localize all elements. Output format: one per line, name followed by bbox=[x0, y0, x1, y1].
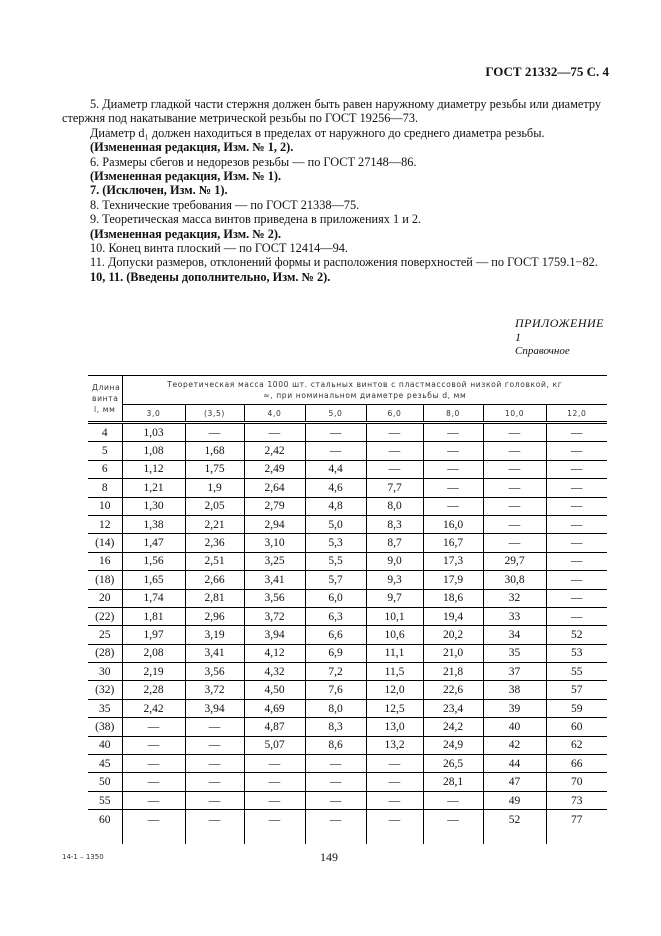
mass-cell: 3,41 bbox=[244, 571, 305, 589]
mass-cell: 10,1 bbox=[366, 607, 423, 625]
mass-cell: 17,9 bbox=[423, 571, 483, 589]
mass-cell: 77 bbox=[546, 810, 607, 845]
paragraph: (Измененная редакция, Изм. № 1). bbox=[90, 169, 282, 184]
mass-cell: 21,0 bbox=[423, 644, 483, 662]
mass-cell: — bbox=[185, 423, 244, 442]
table-row bbox=[88, 755, 607, 773]
mass-cell: — bbox=[305, 791, 366, 809]
mass-cell: — bbox=[244, 810, 305, 845]
mass-cell: 2,79 bbox=[244, 497, 305, 515]
length-cell: (28) bbox=[88, 644, 122, 662]
diameter-header: 10,0 bbox=[483, 405, 546, 423]
mass-cell: 12,0 bbox=[366, 681, 423, 699]
length-cell: 50 bbox=[88, 773, 122, 791]
mass-cell: 1,08 bbox=[122, 442, 185, 460]
mass-cell: 2,19 bbox=[122, 663, 185, 681]
length-cell: (32) bbox=[88, 681, 122, 699]
mass-cell: 2,96 bbox=[185, 607, 244, 625]
mass-cell: — bbox=[423, 460, 483, 478]
mass-cell: 10,6 bbox=[366, 626, 423, 644]
table-row bbox=[88, 423, 607, 442]
mass-cell: 5,7 bbox=[305, 571, 366, 589]
mass-cell: — bbox=[244, 423, 305, 442]
paragraph: 9. Теоретическая масса винтов приведена в приложениях 1 и 2. bbox=[90, 212, 422, 227]
diameter-header: 5,0 bbox=[305, 405, 366, 423]
mass-cell: 11,5 bbox=[366, 663, 423, 681]
mass-cell: — bbox=[366, 810, 423, 845]
mass-cell: 2,42 bbox=[122, 699, 185, 717]
mass-cell: — bbox=[546, 442, 607, 460]
table-row bbox=[88, 479, 607, 497]
mass-cell: 5,07 bbox=[244, 736, 305, 754]
diameter-header: 3,0 bbox=[122, 405, 185, 423]
mass-cell: 4,87 bbox=[244, 718, 305, 736]
mass-cell: 4,32 bbox=[244, 663, 305, 681]
mass-cell: — bbox=[483, 515, 546, 533]
mass-cell: 29,7 bbox=[483, 552, 546, 570]
paragraph: 11. Допуски размеров, отклонений формы и расположения поверхностей — по ГОСТ 1759.1−82. bbox=[90, 255, 598, 270]
mass-cell: 3,94 bbox=[244, 626, 305, 644]
paragraph: 5. Диаметр гладкой части стержня должен быть равен наружному диаметру резьбы или диаметру стержня под накатывание метрической резьбы по ГОСТ 19256—73. bbox=[62, 97, 602, 126]
mass-cell: — bbox=[244, 755, 305, 773]
mass-cell: — bbox=[305, 810, 366, 845]
table-row bbox=[88, 718, 607, 736]
length-cell: 16 bbox=[88, 552, 122, 570]
length-cell: 25 bbox=[88, 626, 122, 644]
mass-cell: 1,30 bbox=[122, 497, 185, 515]
mass-cell: 34 bbox=[483, 626, 546, 644]
length-cell: (14) bbox=[88, 534, 122, 552]
mass-cell: 42 bbox=[483, 736, 546, 754]
mass-cell: 57 bbox=[546, 681, 607, 699]
mass-cell: 8,7 bbox=[366, 534, 423, 552]
mass-cell: — bbox=[244, 791, 305, 809]
table-row bbox=[88, 571, 607, 589]
mass-cell: — bbox=[423, 479, 483, 497]
mass-cell: 1,65 bbox=[122, 571, 185, 589]
length-cell: (38) bbox=[88, 718, 122, 736]
mass-cell: 40 bbox=[483, 718, 546, 736]
mass-cell: 7,6 bbox=[305, 681, 366, 699]
mass-cell: — bbox=[305, 773, 366, 791]
mass-cell: 73 bbox=[546, 791, 607, 809]
mass-cell: — bbox=[423, 497, 483, 515]
body-text bbox=[62, 97, 610, 284]
length-cell: 20 bbox=[88, 589, 122, 607]
mass-cell: 23,4 bbox=[423, 699, 483, 717]
table-row bbox=[88, 552, 607, 570]
mass-cell: 3,10 bbox=[244, 534, 305, 552]
length-cell: 30 bbox=[88, 663, 122, 681]
mass-cell: — bbox=[185, 810, 244, 845]
mass-cell: 2,21 bbox=[185, 515, 244, 533]
mass-cell: 6,9 bbox=[305, 644, 366, 662]
length-column-header: Длина винта l, мм bbox=[88, 376, 122, 423]
mass-cell: 13,2 bbox=[366, 736, 423, 754]
mass-cell: 5,5 bbox=[305, 552, 366, 570]
mass-cell: 4,6 bbox=[305, 479, 366, 497]
mass-cell: 1,81 bbox=[122, 607, 185, 625]
appendix-label bbox=[515, 316, 607, 358]
mass-cell: 1,21 bbox=[122, 479, 185, 497]
mass-cell: 20,2 bbox=[423, 626, 483, 644]
mass-cell: — bbox=[546, 497, 607, 515]
mass-cell: 1,12 bbox=[122, 460, 185, 478]
mass-cell: 37 bbox=[483, 663, 546, 681]
mass-cell: — bbox=[122, 810, 185, 845]
mass-cell: 35 bbox=[483, 644, 546, 662]
mass-cell: 24,2 bbox=[423, 718, 483, 736]
mass-cell: 47 bbox=[483, 773, 546, 791]
mass-cell: — bbox=[423, 810, 483, 845]
diameter-header: 4,0 bbox=[244, 405, 305, 423]
mass-cell: — bbox=[366, 773, 423, 791]
mass-cell: 4,4 bbox=[305, 460, 366, 478]
paragraph: 7. (Исключен, Изм. № 1). bbox=[90, 183, 228, 198]
mass-cell: — bbox=[423, 442, 483, 460]
mass-cell: 2,08 bbox=[122, 644, 185, 662]
mass-cell: 11,1 bbox=[366, 644, 423, 662]
mass-cell: 21,8 bbox=[423, 663, 483, 681]
table-row bbox=[88, 589, 607, 607]
paragraph: 10, 11. (Введены дополнительно, Изм. № 2). bbox=[90, 269, 331, 284]
table-row bbox=[88, 663, 607, 681]
mass-cell: 33 bbox=[483, 607, 546, 625]
mass-cell: 38 bbox=[483, 681, 546, 699]
length-cell: 5 bbox=[88, 442, 122, 460]
diameter-header: 12,0 bbox=[546, 405, 607, 423]
mass-cell: 52 bbox=[483, 810, 546, 845]
table-row bbox=[88, 699, 607, 717]
length-cell: 40 bbox=[88, 736, 122, 754]
mass-cell: — bbox=[546, 552, 607, 570]
mass-cell: 60 bbox=[546, 718, 607, 736]
mass-cell: 18,6 bbox=[423, 589, 483, 607]
mass-cell: 8,0 bbox=[366, 497, 423, 515]
table-row bbox=[88, 644, 607, 662]
paragraph: 8. Технические требования — по ГОСТ 21338—75. bbox=[90, 197, 360, 212]
mass-cell: 1,74 bbox=[122, 589, 185, 607]
table-row bbox=[88, 442, 607, 460]
mass-cell: 12,5 bbox=[366, 699, 423, 717]
mass-cell: — bbox=[122, 736, 185, 754]
length-cell: (22) bbox=[88, 607, 122, 625]
mass-cell: — bbox=[244, 773, 305, 791]
mass-group-header: Теоретическая масса 1000 шт. стальных винтов с пластмассовой низкой головкой, кг ≈, при номинальном диаметре резьбы d, мм bbox=[122, 376, 607, 405]
mass-cell: — bbox=[366, 791, 423, 809]
length-cell: 35 bbox=[88, 699, 122, 717]
mass-cell: — bbox=[122, 718, 185, 736]
mass-cell: 22,6 bbox=[423, 681, 483, 699]
length-cell: 10 bbox=[88, 497, 122, 515]
mass-cell: 2,94 bbox=[244, 515, 305, 533]
running-header: ГОСТ 21332—75 С. 4 bbox=[485, 64, 609, 79]
mass-cell: 2,05 bbox=[185, 497, 244, 515]
mass-cell: 2,49 bbox=[244, 460, 305, 478]
mass-cell: 8,3 bbox=[305, 718, 366, 736]
mass-cell: — bbox=[366, 460, 423, 478]
length-cell: 8 bbox=[88, 479, 122, 497]
mass-cell: 2,36 bbox=[185, 534, 244, 552]
mass-cell: 7,2 bbox=[305, 663, 366, 681]
paragraph: 10. Конец винта плоский — по ГОСТ 12414—94. bbox=[90, 241, 348, 256]
mass-cell: — bbox=[366, 755, 423, 773]
mass-cell: — bbox=[546, 607, 607, 625]
length-cell: 6 bbox=[88, 460, 122, 478]
mass-cell: 5,0 bbox=[305, 515, 366, 533]
mass-cell: — bbox=[122, 791, 185, 809]
mass-cell: 32 bbox=[483, 589, 546, 607]
table-row bbox=[88, 607, 607, 625]
paragraph: 6. Размеры сбегов и недорезов резьбы — по ГОСТ 27148—86. bbox=[90, 154, 417, 169]
table-row bbox=[88, 810, 607, 845]
mass-cell: — bbox=[185, 791, 244, 809]
diameter-header: 6,0 bbox=[366, 405, 423, 423]
mass-cell: 55 bbox=[546, 663, 607, 681]
diameter-header: (3,5) bbox=[185, 405, 244, 423]
mass-cell: — bbox=[483, 479, 546, 497]
mass-cell: 9,3 bbox=[366, 571, 423, 589]
table-row bbox=[88, 460, 607, 478]
table-row bbox=[88, 736, 607, 754]
appendix-subtitle: Справочное bbox=[515, 345, 570, 357]
mass-cell: — bbox=[546, 479, 607, 497]
mass-cell: 8,3 bbox=[366, 515, 423, 533]
mass-cell: 19,4 bbox=[423, 607, 483, 625]
mass-cell: 66 bbox=[546, 755, 607, 773]
mass-cell: 9,0 bbox=[366, 552, 423, 570]
mass-cell: — bbox=[546, 423, 607, 442]
mass-cell: 53 bbox=[546, 644, 607, 662]
mass-cell: — bbox=[122, 773, 185, 791]
mass-cell: — bbox=[305, 442, 366, 460]
mass-cell: 62 bbox=[546, 736, 607, 754]
mass-cell: 1,97 bbox=[122, 626, 185, 644]
mass-cell: 3,25 bbox=[244, 552, 305, 570]
mass-cell: — bbox=[546, 571, 607, 589]
mass-cell: 6,0 bbox=[305, 589, 366, 607]
mass-cell: 2,81 bbox=[185, 589, 244, 607]
mass-cell: 3,56 bbox=[244, 589, 305, 607]
mass-cell: 9,7 bbox=[366, 589, 423, 607]
mass-cell: 2,42 bbox=[244, 442, 305, 460]
mass-cell: — bbox=[185, 718, 244, 736]
mass-cell: — bbox=[366, 423, 423, 442]
mass-cell: 5,3 bbox=[305, 534, 366, 552]
mass-cell: 28,1 bbox=[423, 773, 483, 791]
mass-cell: — bbox=[483, 460, 546, 478]
table-row bbox=[88, 534, 607, 552]
mass-cell: 3,19 bbox=[185, 626, 244, 644]
mass-cell: 52 bbox=[546, 626, 607, 644]
mass-cell: — bbox=[546, 515, 607, 533]
mass-cell: 3,72 bbox=[185, 681, 244, 699]
paragraph: (Измененная редакция, Изм. № 2). bbox=[90, 226, 282, 241]
mass-cell: 1,68 bbox=[185, 442, 244, 460]
table-row bbox=[88, 626, 607, 644]
mass-cell: 3,56 bbox=[185, 663, 244, 681]
mass-cell: 2,64 bbox=[244, 479, 305, 497]
mass-cell: 30,8 bbox=[483, 571, 546, 589]
table-row bbox=[88, 791, 607, 809]
mass-cell: 6,6 bbox=[305, 626, 366, 644]
mass-cell: 4,69 bbox=[244, 699, 305, 717]
length-cell: 4 bbox=[88, 423, 122, 442]
mass-cell: 4,50 bbox=[244, 681, 305, 699]
mass-cell: 8,0 bbox=[305, 699, 366, 717]
mass-cell: 2,66 bbox=[185, 571, 244, 589]
paragraph: (Измененная редакция, Изм. № 1, 2). bbox=[90, 140, 294, 155]
mass-cell: 1,9 bbox=[185, 479, 244, 497]
mass-cell: 17,3 bbox=[423, 552, 483, 570]
length-cell: 12 bbox=[88, 515, 122, 533]
mass-cell: — bbox=[483, 442, 546, 460]
mass-cell: — bbox=[483, 423, 546, 442]
mass-cell: 1,56 bbox=[122, 552, 185, 570]
mass-cell: — bbox=[483, 534, 546, 552]
length-cell: 45 bbox=[88, 755, 122, 773]
mass-cell: 7,7 bbox=[366, 479, 423, 497]
mass-cell: — bbox=[185, 736, 244, 754]
mass-table bbox=[88, 375, 607, 844]
mass-cell: 49 bbox=[483, 791, 546, 809]
mass-cell: — bbox=[185, 773, 244, 791]
mass-cell: 1,03 bbox=[122, 423, 185, 442]
table-row bbox=[88, 515, 607, 533]
mass-cell: — bbox=[546, 589, 607, 607]
mass-cell: 2,51 bbox=[185, 552, 244, 570]
mass-cell: 39 bbox=[483, 699, 546, 717]
mass-cell: 24,9 bbox=[423, 736, 483, 754]
table-row bbox=[88, 681, 607, 699]
mass-cell: — bbox=[546, 460, 607, 478]
mass-cell: 2,28 bbox=[122, 681, 185, 699]
diameter-header: 8,0 bbox=[423, 405, 483, 423]
mass-cell: 4,12 bbox=[244, 644, 305, 662]
mass-cell: — bbox=[366, 442, 423, 460]
mass-cell: 6,3 bbox=[305, 607, 366, 625]
mass-cell: 3,72 bbox=[244, 607, 305, 625]
mass-cell: 44 bbox=[483, 755, 546, 773]
length-cell: 55 bbox=[88, 791, 122, 809]
mass-cell: — bbox=[305, 423, 366, 442]
appendix-title: ПРИЛОЖЕНИЕ 1 bbox=[515, 316, 604, 344]
mass-cell: — bbox=[305, 755, 366, 773]
mass-cell: 8,6 bbox=[305, 736, 366, 754]
mass-cell: — bbox=[185, 755, 244, 773]
mass-cell: 16,0 bbox=[423, 515, 483, 533]
print-code: 14-1 – 1350 bbox=[62, 853, 104, 861]
mass-cell: 1,38 bbox=[122, 515, 185, 533]
page-number: 149 bbox=[320, 850, 338, 864]
mass-cell: 70 bbox=[546, 773, 607, 791]
mass-cell: — bbox=[423, 791, 483, 809]
paragraph: Диаметр d₁ должен находиться в пределах от наружного до среднего диаметра резьбы. bbox=[90, 125, 545, 140]
mass-cell: — bbox=[423, 423, 483, 442]
mass-cell: — bbox=[122, 755, 185, 773]
mass-cell: 3,94 bbox=[185, 699, 244, 717]
mass-cell: 59 bbox=[546, 699, 607, 717]
length-cell: 60 bbox=[99, 814, 111, 827]
mass-cell: 3,41 bbox=[185, 644, 244, 662]
mass-cell: 1,47 bbox=[122, 534, 185, 552]
mass-cell: 1,75 bbox=[185, 460, 244, 478]
mass-cell: 16,7 bbox=[423, 534, 483, 552]
mass-cell: — bbox=[546, 534, 607, 552]
mass-cell: 13,0 bbox=[366, 718, 423, 736]
table-row bbox=[88, 773, 607, 791]
mass-cell: 4,8 bbox=[305, 497, 366, 515]
mass-cell: — bbox=[483, 497, 546, 515]
mass-cell: 26,5 bbox=[423, 755, 483, 773]
table-row bbox=[88, 497, 607, 515]
length-cell: (18) bbox=[88, 571, 122, 589]
